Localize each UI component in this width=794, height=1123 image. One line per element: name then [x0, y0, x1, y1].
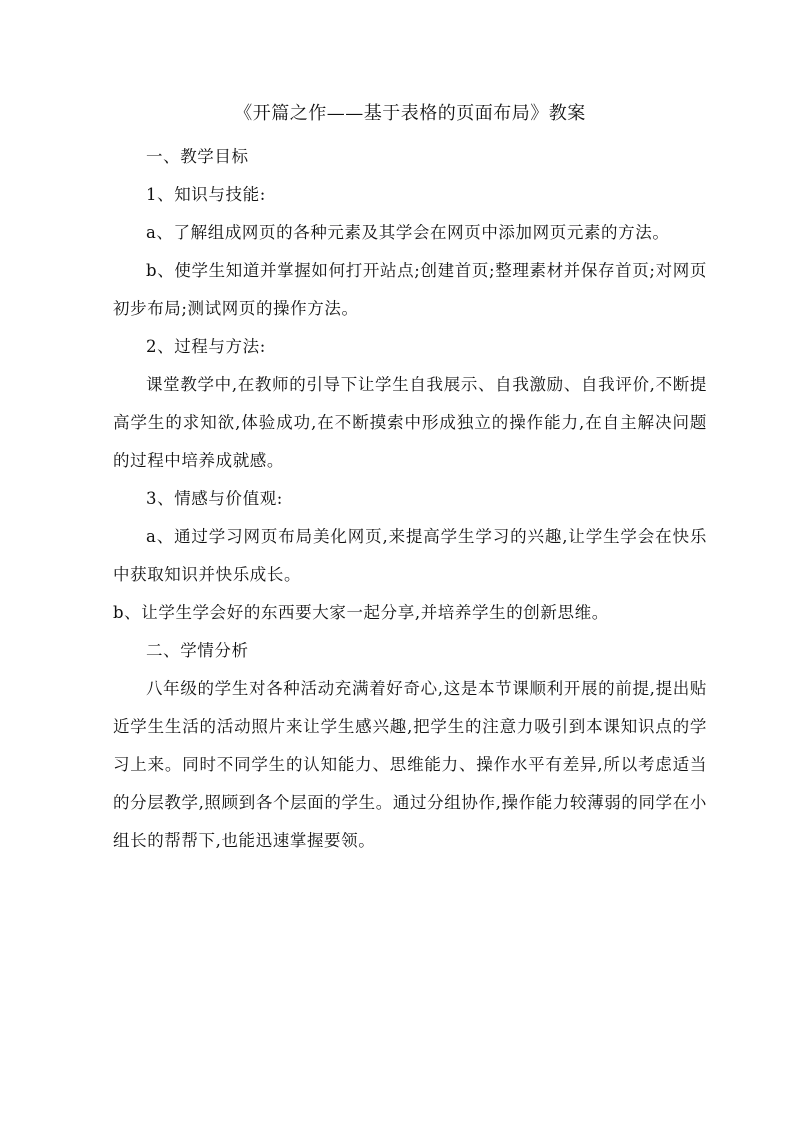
document-title: 《开篇之作——基于表格的页面布局》教案 [234, 103, 586, 124]
paragraph-emotion-a: a、通过学习网页布局美化网页,来提高学生学习的兴趣,让学生学会在快乐中获取知识并快乐成长。 [113, 527, 707, 584]
section-heading-teaching-goals: 一、教学目标 [146, 147, 249, 166]
section-heading-student-analysis: 二、学情分析 [146, 641, 249, 660]
paragraph-process-methods: 课堂教学中,在教师的引导下让学生自我展示、自我激励、自我评价,不断提高学生的求知欲,体验成功,在不断摸索中形成独立的操作能力,在自主解决问题的过程中培养成就感。 [113, 375, 707, 470]
subheading-knowledge-skills: 1、知识与技能: [146, 185, 266, 204]
subheading-process-methods: 2、过程与方法: [146, 337, 266, 356]
paragraph-emotion-b: b、让学生学会好的东西要大家一起分享,并培养学生的创新思维。 [113, 603, 609, 622]
paragraph-knowledge-a: a、了解组成网页的各种元素及其学会在网页中添加网页元素的方法。 [146, 223, 670, 242]
paragraph-student-analysis: 八年级的学生对各种活动充满着好奇心,这是本节课顺利开展的前提,提出贴近学生生活的活动照片来让学生感兴趣,把学生的注意力吸引到本课知识点的学习上来。同时不同学生的认知能力、思维能力、操作水平有差异,所以考虑适当的分层教学,照顾到各个层面的学生。通过分组协作,操作能力较薄弱的同学在小组长的帮帮下,也能迅速掌握要领。 [113, 679, 707, 850]
paragraph-knowledge-b: b、使学生知道并掌握如何打开站点;创建首页;整理素材并保存首页;对网页初步布局;测试网页的操作方法。 [113, 261, 707, 318]
document-content [113, 100, 707, 860]
subheading-emotion-values: 3、情感与价值观: [146, 489, 283, 508]
